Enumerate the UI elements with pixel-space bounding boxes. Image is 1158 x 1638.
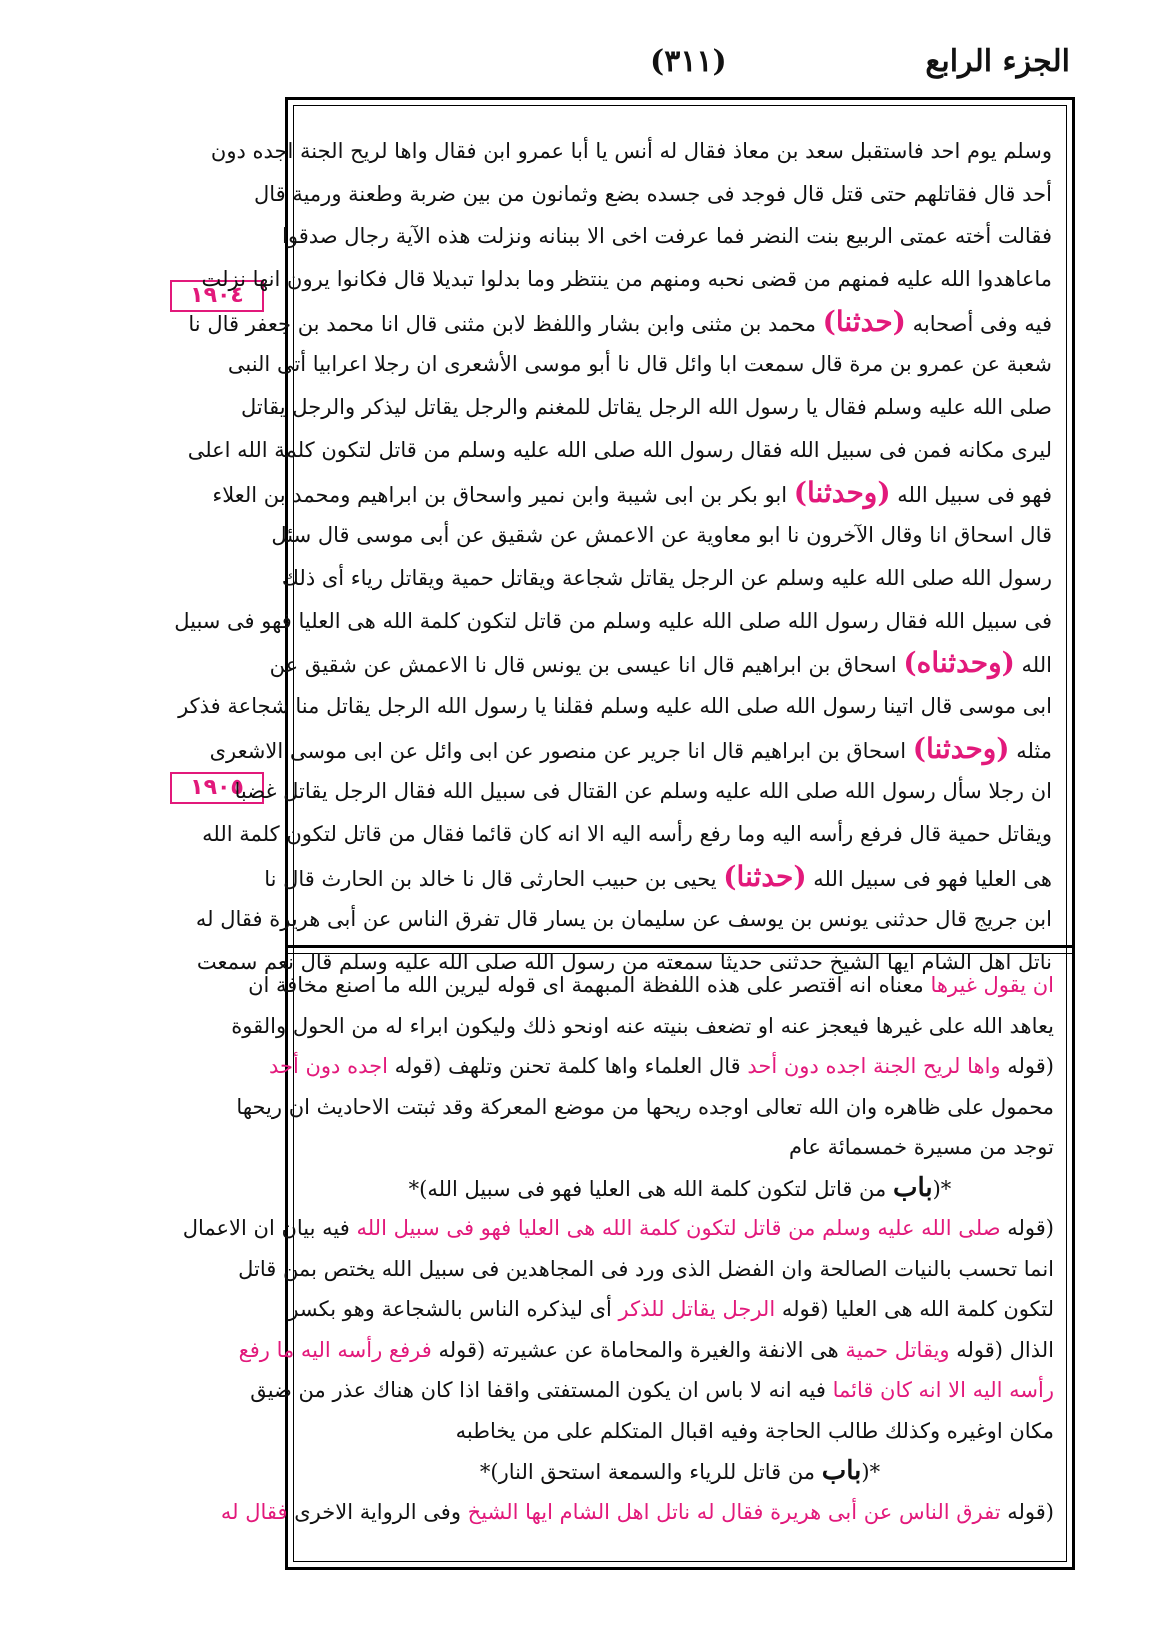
text-segment: من قاتل للرياء والسمعة استحق النار)* — [479, 1460, 822, 1484]
text-segment: ناتل اهل الشام ايها الشيخ حدثنى حديثا سمعته من رسول الله صلى الله عليه وسلم قال نعم سمعت — [196, 950, 1052, 975]
text-line — [306, 1127, 1054, 1168]
text-line — [268, 1046, 1054, 1087]
text-line — [248, 965, 1054, 1006]
text-segment: *( — [932, 1176, 952, 1201]
text-line — [188, 301, 1052, 344]
text-segment: الذال (قوله — [949, 1337, 1054, 1362]
text-line — [236, 1087, 1054, 1128]
text-line — [282, 215, 1052, 258]
quoted-phrase: ويقاتل حمية — [845, 1337, 950, 1362]
text-segment: اسحاق بن ابراهيم قال انا عيسى بن يونس قال نا الاعمش عن شقيق عن — [269, 653, 904, 678]
narration-keyword: (وحدثنا) — [793, 475, 891, 509]
text-segment: ليرى مكانه فمن فى سبيل الله فقال رسول الله صلى الله عليه وسلم من قاتل لتكون كلمة الله اعلى — [187, 437, 1052, 462]
text-segment: الله — [1014, 653, 1052, 678]
hadith-number-marker: ١٩٠٥ — [170, 772, 264, 804]
text-line — [212, 472, 1052, 515]
text-line — [306, 1411, 1054, 1452]
text-line — [202, 813, 1052, 856]
text-segment: اسحاق بن ابراهيم قال انا جرير عن منصور عن ابى وائل عن ابى موسى الاشعرى — [209, 738, 913, 763]
quoted-phrase: الرجل يقاتل للذكر — [618, 1297, 776, 1321]
text-line — [195, 898, 1052, 941]
text-line — [306, 1451, 1054, 1492]
text-segment: (قوله — [1000, 1054, 1054, 1078]
text-segment: ابو بكر بن ابى شيبة وابن نمير واسحاق بن ابراهيم ومحمد بن العلاء — [212, 482, 794, 507]
text-line — [210, 130, 1052, 173]
text-segment: يعاهد الله على غيرها فيعجز عنه او تضعف بنيته عنه اونحو ذلك وليكون ابراء له من الحول والقوة — [231, 1013, 1054, 1038]
text-line — [234, 770, 1052, 813]
quoted-phrase: اجده دون أحد — [268, 1054, 388, 1078]
text-line — [306, 1168, 1054, 1209]
text-line — [209, 728, 1052, 771]
narration-keyword: (وحدثناه) — [903, 646, 1015, 680]
text-segment: فيه بيان ان الاعمال — [182, 1216, 357, 1240]
volume-title: الجزء الرابع — [925, 44, 1070, 79]
quoted-phrase: فرفع رأسه اليه ما رفع — [238, 1337, 432, 1362]
text-line — [182, 1208, 1054, 1249]
text-segment: قال العلماء واها كلمة تحنن وتلهف (قوله — [387, 1054, 748, 1078]
text-line — [238, 1330, 1054, 1371]
text-segment: ويقاتل حمية قال فرفع رأسه اليه وما رفع رأسه اليه الا انه كان قائما فقال من قاتل لتكون كلمة الله — [202, 822, 1052, 846]
text-line — [231, 1006, 1054, 1047]
hadith-number-marker: ١٩٠٤ — [170, 280, 264, 312]
text-segment: لتكون كلمة الله هى العليا (قوله — [775, 1297, 1054, 1321]
text-segment: ابى موسى قال اتينا رسول الله صلى الله عليه وسلم فقلنا يا رسول الله الرجل يقاتل منا شجاعة فذكر — [178, 693, 1052, 718]
text-line — [271, 514, 1052, 557]
page-header — [290, 44, 1070, 92]
text-segment: شعبة عن عمرو بن مرة قال سمعت ابا وائل قال نا أبو موسى الأشعرى ان رجلا اعرابيا أتى النبى — [227, 352, 1052, 377]
text-segment: من قاتل لتكون كلمة الله هى العليا فهو فى سبيل الله)* — [408, 1176, 893, 1201]
text-segment: أى ليذكره الناس بالشجاعة وهو بكسر — [288, 1297, 619, 1321]
narration-keyword: (وحدثنا) — [912, 731, 1010, 765]
text-line — [250, 1370, 1054, 1411]
text-segment: ان رجلا سأل رسول الله صلى الله عليه وسلم عن القتال فى سبيل الله فقال الرجل يقاتل غضبا — [234, 779, 1052, 804]
text-line — [227, 343, 1052, 386]
chapter-heading-word: باب — [821, 1456, 862, 1486]
text-line — [269, 642, 1052, 685]
text-segment: *( — [861, 1460, 881, 1484]
narration-keyword: (حدثنا) — [822, 304, 906, 338]
text-segment: مثله — [1009, 738, 1052, 763]
text-segment: انما تحسب بالنيات الصالحة وان الفضل الذى ورد فى المجاهدين فى سبيل الله يختص بمن قاتل — [238, 1256, 1054, 1281]
text-segment: وفى الرواية الاخرى — [287, 1499, 468, 1524]
text-segment: قال اسحاق انا وقال الآخرون نا ابو معاوية عن الاعمش عن شقيق عن أبى موسى قال سئل — [271, 523, 1052, 548]
text-segment: هى العليا فهو فى سبيل الله — [806, 866, 1052, 891]
page-number: (٣١١) — [650, 44, 727, 79]
narration-keyword: (حدثنا) — [723, 859, 807, 893]
text-segment: صلى الله عليه وسلم فقال يا رسول الله الرجل يقاتل للمغنم والرجل يقاتل ليذكر والرجل يقاتل — [241, 395, 1052, 420]
text-segment: (قوله — [1000, 1216, 1054, 1240]
text-segment: أحد قال فقاتلهم حتى قتل قال فوجد فى جسده بضع وثمانون من بين ضربة وطعنة ورمية قال — [253, 181, 1052, 206]
text-segment: مكان اوغيره وكذلك طالب الحاجة وفيه اقبال المتكلم على من يخاطبه — [455, 1418, 1054, 1443]
text-line — [220, 1492, 1054, 1533]
text-segment: ماعاهدوا الله عليه فمنهم من قضى نحبه ومنهم من ينتظر وما بدلوا تبديلا قال فكانوا يرون انها نزلت — [201, 267, 1052, 292]
text-segment: وسلم يوم احد فاستقبل سعد بن معاذ فقال له أنس يا أبا عمرو ابن فقال واها لريح الجنة اجده دون — [210, 139, 1052, 163]
text-segment: فى سبيل الله فقال رسول الله صلى الله عليه وسلم من قاتل لتكون كلمة الله هى العليا فهو فى سبيل — [174, 608, 1052, 633]
text-segment: يحيى بن حبيب الحارثى قال نا خالد بن الحارث قال نا — [264, 866, 724, 891]
text-line — [253, 173, 1052, 216]
text-line — [241, 386, 1052, 429]
text-segment: رسول الله صلى الله عليه وسلم عن الرجل يقاتل شجاعة ويقاتل حمية ويقاتل رياء أى ذلك — [281, 565, 1052, 590]
text-line — [178, 685, 1052, 728]
quoted-phrase: ان يقول غيرها — [930, 973, 1054, 997]
text-segment: فيه وفى أصحابه — [905, 311, 1052, 336]
text-line — [264, 856, 1052, 899]
text-segment: ابن جريج قال حدثنى يونس بن يوسف عن سليمان بن يسار قال تفرق الناس عن أبى هريرة فقال له — [195, 907, 1052, 932]
quoted-phrase: واها لريح الجنة اجده دون أحد — [747, 1054, 1001, 1078]
text-line — [187, 429, 1052, 472]
text-segment: فهو فى سبيل الله — [890, 482, 1052, 507]
quoted-phrase: صلى الله عليه وسلم من قاتل لتكون كلمة الله هى العليا فهو فى سبيل الله — [356, 1216, 1001, 1240]
text-segment: توجد من مسيرة خمسمائة عام — [789, 1135, 1054, 1159]
text-segment: محمول على ظاهره وان الله تعالى اوجده ريحها من موضع المعركة وقد ثبتت الاحاديث ان ريحها — [236, 1094, 1054, 1119]
text-segment: (قوله — [1000, 1499, 1054, 1524]
text-segment: فيه انه لا باس ان يكون المستفتى واقفا اذا كان هناك عذر من ضيق — [250, 1378, 833, 1402]
commentary-text — [182, 965, 1054, 1532]
text-line — [174, 600, 1052, 643]
quoted-phrase: فقال له — [220, 1499, 288, 1524]
text-segment: معناه انه اقتصر على هذه اللفظة المبهمة اى قوله ليرين الله ما اصنع مخافة ان — [248, 973, 931, 997]
quoted-phrase: رأسه اليه الا انه كان قائما — [832, 1378, 1054, 1402]
text-line — [238, 1249, 1054, 1290]
text-segment: هى الانفة والغيرة والمحاماة عن عشيرته (قوله — [431, 1337, 846, 1362]
quoted-phrase: تفرق الناس عن أبى هريرة فقال له ناتل اهل الشام ايها الشيخ — [467, 1499, 1001, 1524]
text-line — [281, 557, 1052, 600]
text-segment: فقالت أخته عمتى الربيع بنت النضر فما عرفت اخى الا ببنانه ونزلت هذه الآية رجال صدقوا — [282, 224, 1052, 249]
text-line — [288, 1289, 1054, 1330]
chapter-heading-word: باب — [892, 1172, 933, 1203]
text-segment: محمد بن مثنى وابن بشار واللفظ لابن مثنى قال انا محمد بن جعفر قال نا — [188, 311, 823, 336]
